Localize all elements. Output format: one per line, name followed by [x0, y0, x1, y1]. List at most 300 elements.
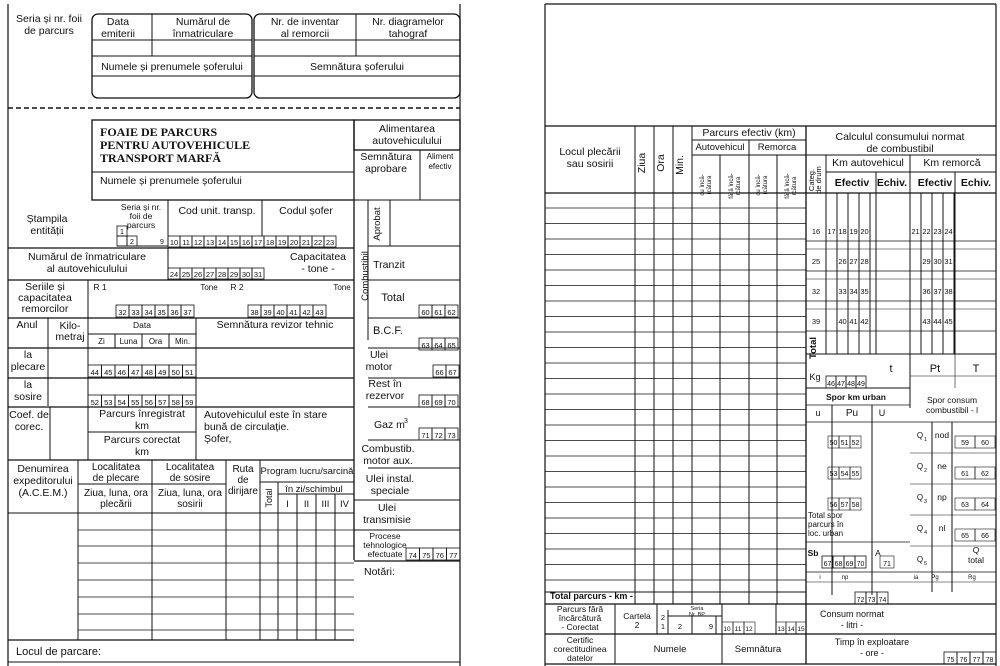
footer-symbol: Pg [931, 575, 939, 581]
code-number: 18 [838, 227, 847, 236]
mileage-label: metraj [55, 331, 85, 343]
code-number: 67 [823, 561, 832, 568]
U-label: U [878, 408, 886, 418]
series-label: Seria și nr. foii [16, 13, 82, 25]
code-number: 58 [851, 502, 860, 509]
date-col-label: Zi [98, 337, 105, 346]
operating-time-label: - ore - [859, 648, 885, 658]
code-number: 77 [972, 657, 981, 664]
transport-unit-code-label: Cod unit. transp. [178, 205, 256, 217]
code-number: 31 [253, 270, 263, 279]
actual-label: Efectiv [834, 177, 870, 189]
code-number: 34 [144, 308, 153, 317]
q-subscript: 4 [924, 530, 928, 536]
equivalent-label: Echiv. [960, 177, 992, 189]
pu-label: Pu [845, 408, 859, 419]
code-number: 29 [229, 270, 239, 279]
code-number: 40 [838, 317, 847, 326]
arrival-label: la [23, 379, 33, 391]
arrival-place-label: Localitatea [165, 462, 215, 473]
total-label: Total [381, 292, 405, 304]
code-number: 63 [421, 341, 430, 350]
shift-number: IV [340, 499, 349, 510]
T-label: T [972, 363, 980, 375]
engine-oil-label: Ulei [369, 349, 389, 361]
date-label: Data [133, 320, 151, 330]
code-number: 26 [838, 257, 847, 266]
code-number: 66 [981, 533, 989, 540]
normed-consumption-label: Consum normat [819, 609, 885, 619]
certify-label: Certific [566, 635, 594, 645]
code-number: 45 [104, 368, 113, 377]
tachograph-label: Nr. diagramelor [372, 16, 444, 28]
code-number: 37 [183, 308, 192, 317]
code-number: 59 [961, 440, 969, 447]
code-number: 19 [849, 227, 858, 236]
code-number: 71 [883, 561, 891, 568]
processes-label: tehnologice [363, 540, 407, 550]
code-number: 74 [878, 597, 887, 604]
code-number: 24 [169, 270, 179, 279]
code-number: 2 [660, 613, 666, 622]
code-number: 13 [777, 626, 785, 633]
code-number: 63 [961, 502, 969, 509]
sheet-series-small: Seria și nr. [120, 202, 162, 212]
code-number: 32 [118, 308, 127, 317]
code-number: 38 [250, 308, 259, 317]
consumption-calc-label: de combustibil [866, 143, 934, 155]
a-label: A [875, 548, 881, 558]
code-number: 72 [434, 431, 443, 440]
departure-datetime-label: Ziua, luna, ora [84, 488, 148, 499]
code-number: 69 [845, 561, 854, 568]
consumption-calc-label: Calculul consumului normat [835, 131, 965, 143]
code-number: 70 [447, 398, 456, 407]
code-number: 62 [447, 308, 456, 317]
series-label: de parcurs [24, 25, 74, 37]
shift-number: II [303, 499, 310, 510]
code-number: 54 [840, 471, 849, 478]
code-number: 41 [849, 317, 858, 326]
loaded-label: rcătura [707, 175, 713, 195]
q-total-label: total [967, 555, 985, 565]
q-label: Q [916, 462, 924, 471]
recorded-distance-label: Parcurs înregistrat [99, 408, 185, 420]
code-number: 23 [325, 238, 335, 247]
unloaded-label: fără încă- [785, 173, 791, 199]
code-number: 36 [170, 308, 179, 317]
departure-place-label: Localitatea [91, 462, 141, 473]
code-number: 49 [158, 368, 167, 377]
shipper-label: (A.C.E.M.) [18, 487, 68, 499]
code-number: 65 [961, 533, 969, 540]
driver-code-label: Codul șofer [279, 205, 333, 217]
code-number: 15 [797, 626, 805, 633]
footer-symbol: ia [913, 575, 919, 581]
loaded-label: rcătura [763, 175, 769, 195]
gas-unit-sup: 3 [404, 418, 408, 425]
unloaded-label: rcătura [792, 176, 798, 196]
name-label: Numele [653, 644, 687, 655]
code-number: 72 [856, 597, 865, 604]
footer-symbol: i [819, 575, 821, 581]
code-number: 73 [447, 431, 456, 440]
code-number: 55 [851, 471, 860, 478]
code-number: 76 [435, 551, 444, 560]
tank-remaining-label: Rest în [368, 378, 402, 390]
code-number: 50 [829, 440, 838, 447]
road-category-label: de drum [814, 166, 823, 194]
code-number: 14 [217, 238, 227, 247]
issue-date-label: emiterii [101, 28, 135, 40]
place-label: sau sosirii [566, 158, 614, 170]
code-number: 61 [434, 308, 443, 317]
vehicle-registration-label: al autovehiculului [46, 263, 128, 275]
code-number: 24 [944, 227, 953, 236]
code-number: 23 [933, 227, 942, 236]
code-number: 77 [449, 551, 458, 560]
code-number: 14 [787, 626, 795, 633]
equivalent-label: Echiv. [876, 177, 908, 189]
unloaded-distance-label: - Corectat [561, 622, 599, 632]
corrected-distance-label: Parcurs corectat [103, 434, 181, 446]
bcf-label: B.C.F. [373, 325, 403, 337]
operating-time-label: Timp în exploatare [834, 637, 910, 647]
code-number: 44 [90, 368, 99, 377]
code-number: 57 [158, 398, 167, 407]
engine-oil-label: motor [365, 361, 393, 373]
departure-datetime-label: plecării [100, 499, 132, 510]
code-number: 13 [205, 238, 215, 247]
unloaded-distance-label: încărcătură [558, 613, 602, 623]
inspector-signature-label: Semnătura revizor tehnic [216, 319, 334, 331]
code-number: 56 [144, 398, 153, 407]
q-row-label: np [937, 492, 947, 502]
total-vertical-label: Total [264, 488, 274, 508]
r1-label: R 1 [93, 282, 107, 292]
transit-label: Tranzit [373, 259, 405, 271]
correction-coef-label: Coef. de [9, 409, 49, 421]
code-number: 21 [911, 227, 920, 236]
shipper-label: Denumirea [17, 463, 69, 475]
code-number: 22 [313, 238, 323, 247]
code-number: 28 [217, 270, 227, 279]
code-number: 51 [840, 440, 849, 447]
footer-symbol: Rg [968, 575, 976, 581]
date-col-label: Min. [174, 337, 191, 346]
form-text-layer [9, 13, 993, 664]
code-number: 37 [933, 287, 942, 296]
code-number: 57 [840, 502, 849, 509]
code-number: 39 [263, 308, 272, 317]
special-oil-label: speciale [370, 485, 410, 497]
code-number: 43 [922, 317, 931, 326]
code-number: 68 [834, 561, 843, 568]
tachograph-label: tahograf [388, 28, 428, 40]
code-number: 49 [857, 381, 865, 388]
extra-consumption-label: combustibil - l [926, 405, 978, 415]
effective-distance-label: Parcurs efectiv (km) [702, 127, 796, 139]
code-number: 15 [229, 238, 239, 247]
route-label: dirijare [227, 486, 259, 497]
code-number: 17 [253, 238, 263, 247]
code-number: 52 [90, 398, 99, 407]
code-number: 68 [421, 398, 430, 407]
code-number: 54 [117, 398, 126, 407]
arrival-datetime-label: sosirii [177, 499, 203, 510]
code-number: 46 [117, 368, 126, 377]
issue-date-label: Data [106, 16, 130, 28]
urban-total-label: loc. urban [808, 529, 844, 538]
departure-label: plecare [10, 361, 46, 373]
driver-signature-label: Semnătura șoferului [310, 61, 404, 73]
certify-label: datelor [567, 653, 593, 663]
loaded-label: cu încă- [756, 174, 762, 196]
capacity-label: - tone - [301, 263, 335, 275]
code-number: 20 [860, 227, 869, 236]
tank-remaining-label: rezervor [365, 390, 405, 402]
code-number: 30 [933, 257, 942, 266]
code-number: 76 [959, 657, 968, 664]
category-code: 16 [811, 227, 821, 236]
q-label: Q [916, 493, 924, 502]
code-number: 33 [131, 308, 140, 317]
code-number: 2 [130, 239, 134, 246]
code-number: 47 [837, 381, 845, 388]
total-label: Total [808, 337, 819, 359]
minute-label: Min. [674, 155, 686, 175]
code-number: 18 [265, 238, 275, 247]
vehicle-registration-label: Numărul de înmatriculare [28, 251, 146, 263]
q-total-label: Q [972, 545, 980, 555]
form-box [117, 236, 127, 246]
approval-signature-label: Semnătura [360, 151, 412, 163]
special-oil-label: Ulei instal. [365, 473, 415, 485]
departure-label: la [23, 349, 33, 361]
code-number: 28 [860, 257, 869, 266]
recorded-distance-label: km [135, 420, 149, 432]
code-number: 61 [961, 471, 969, 478]
category-code: 25 [811, 257, 821, 266]
code-number: 29 [922, 257, 931, 266]
code-number: 64 [434, 341, 443, 350]
code-number: 35 [860, 287, 869, 296]
code-number: 9 [708, 622, 714, 631]
code-number: 10 [169, 238, 179, 247]
arrival-datetime-label: Ziua, luna, ora [158, 488, 222, 499]
code-number: 69 [434, 398, 443, 407]
approved-label: Aprobat [372, 207, 383, 241]
code-number: 56 [829, 502, 838, 509]
code-number: 43 [315, 308, 324, 317]
work-program-label: Program lucru/sarcină [260, 466, 354, 477]
extra-consumption-label: Spor consum [926, 395, 978, 405]
q-label: Q [916, 431, 924, 440]
code-number: 48 [144, 368, 153, 377]
transmission-oil-label: Ulei [377, 502, 397, 514]
code-number: 41 [289, 308, 298, 317]
form-title: PENTRU AUTOVEHICULE [100, 138, 251, 152]
driver-name-label: Numele și prenumele șoferului [100, 175, 242, 187]
code-number: 51 [185, 368, 194, 377]
q-subscript: 2 [924, 468, 928, 474]
vehicle-condition-label: Șofer, [204, 433, 232, 445]
arrival-label: sosire [13, 391, 43, 403]
code-number: 59 [185, 398, 194, 407]
code-number: 44 [933, 317, 942, 326]
trailer-km-label: Km remorcă [923, 157, 981, 169]
code-number: 11 [734, 626, 742, 633]
code-number: 70 [856, 561, 865, 568]
shift-number: I [286, 499, 289, 510]
loaded-label: cu încă- [700, 174, 706, 196]
trailer-series-label: remorcilor [21, 303, 69, 315]
code-number: 67 [448, 368, 457, 377]
trailer-series-label: Seriile și [25, 281, 65, 293]
code-number: 74 [408, 551, 417, 560]
code-number: 12 [745, 626, 753, 633]
code-number: 1 [660, 622, 666, 631]
code-number: 66 [435, 368, 444, 377]
sheet-series-small: parcurs [126, 220, 156, 230]
departure-place-label: de plecare [92, 473, 140, 484]
code-number: 75 [422, 551, 431, 560]
code-number: 50 [171, 368, 180, 377]
code-number: 47 [131, 368, 140, 377]
q-row-label: ne [937, 461, 947, 471]
fueling-label: Alimentarea [378, 123, 436, 135]
parking-label: Locul de parcare: [16, 646, 101, 658]
code-number: 31 [944, 257, 953, 266]
year-label: Anul [16, 319, 38, 331]
category-code: 32 [811, 287, 821, 296]
q-label: Q [916, 524, 924, 533]
card-label: Cartela [623, 611, 651, 621]
actual-fuel-label: Aliment [426, 152, 454, 161]
total-distance-label: Total parcurs - km - [550, 591, 633, 601]
code-number: 62 [981, 471, 989, 478]
date-col-label: Ora [148, 337, 163, 346]
sb-label: Sb [807, 548, 819, 558]
processes-label: Procese [369, 531, 401, 541]
transmission-oil-label: transmisie [363, 514, 411, 526]
vehicle-km-label: Km autovehicul [832, 157, 904, 169]
unloaded-label: rcătura [736, 176, 742, 196]
fuel-vertical-label: Combustibil [360, 251, 371, 301]
code-number: 60 [421, 308, 430, 317]
code-number: 42 [860, 317, 869, 326]
code-number: 1 [120, 229, 124, 236]
normed-consumption-label: - litri - [840, 620, 864, 630]
certify-label: corectitudinea [553, 644, 607, 654]
code-number: 75 [946, 657, 955, 664]
q-subscript: 3 [924, 499, 928, 505]
shift-number: III [321, 499, 330, 510]
gas-label: Gaz m [374, 419, 405, 431]
kg-label: Kg [809, 372, 821, 382]
vehicle-label: Autovehicul [695, 142, 745, 153]
form-title: TRANSPORT MARFĂ [100, 151, 222, 165]
q-subscript: 5 [924, 561, 928, 567]
code-number: 27 [849, 257, 858, 266]
notes-label: Notări: [364, 566, 395, 578]
code-number: 26 [193, 270, 203, 279]
stamp-label: entității [30, 225, 64, 237]
card-label: 2 [634, 620, 640, 630]
capacity-label: Capacitatea [289, 251, 347, 263]
code-number: 60 [981, 440, 989, 447]
corrected-distance-label: km [135, 446, 149, 458]
unloaded-distance-label: Parcurs fără [556, 604, 604, 614]
code-number: 17 [827, 227, 836, 236]
signature-label: Semnătura [734, 644, 782, 655]
code-number: 20 [289, 238, 299, 247]
category-code: 39 [811, 317, 821, 326]
code-number: 12 [193, 238, 203, 247]
u-label: u [815, 408, 821, 418]
code-number: 30 [241, 270, 251, 279]
urban-km-label: Spor km urban [826, 392, 886, 402]
footer-symbol: np [841, 575, 849, 581]
code-number: 16 [241, 238, 251, 247]
code-number: 2 [677, 622, 683, 631]
tons-label: Tone [200, 283, 218, 292]
code-number: 58 [171, 398, 180, 407]
trailer-inventory-label: Nr. de inventar [270, 16, 340, 28]
shift-label: în zi/schimbul [285, 484, 343, 495]
trailer-label: Remorca [757, 142, 797, 153]
tons-label: Tone [333, 283, 351, 292]
code-number: 71 [421, 431, 430, 440]
urban-total-label: parcurs în [808, 520, 844, 529]
vehicle-condition-label: Autovehiculul este în stare [204, 409, 328, 421]
aux-engine-fuel-label: Combustib. [361, 443, 415, 455]
code-number: 35 [157, 308, 166, 317]
code-number: 55 [131, 398, 140, 407]
code-number: 45 [944, 317, 953, 326]
code-number: 38 [944, 287, 953, 296]
approval-signature-label: aprobare [364, 163, 408, 175]
date-col-label: Luna [119, 337, 138, 346]
urban-total-label: Total spor [808, 511, 843, 520]
registration-label: înmatriculare [172, 28, 234, 40]
code-number: 42 [302, 308, 311, 317]
code-number: 19 [277, 238, 287, 247]
route-label: de [237, 475, 249, 486]
code-number: 65 [447, 341, 456, 350]
registration-label: Numărul de [175, 16, 231, 28]
q-row-label: nod [934, 430, 950, 440]
code-number: 52 [851, 440, 860, 447]
code-number: 25 [181, 270, 191, 279]
q-label: Q [916, 555, 924, 564]
processes-label: efectuate [367, 549, 403, 559]
hour-label: Ora [655, 154, 667, 172]
sheet-series-small: foii de [129, 211, 153, 221]
road-category-label: Categ. [807, 168, 816, 192]
code-number: 22 [922, 227, 931, 236]
code-number: 34 [849, 287, 858, 296]
r2-label: R 2 [230, 282, 244, 292]
code-number: 11 [182, 238, 190, 247]
code-number: 36 [922, 287, 931, 296]
stamp-label: Ștampila [26, 213, 68, 225]
code-number: 48 [847, 381, 855, 388]
code-number: 10 [723, 626, 731, 633]
arrival-place-label: de sosire [169, 473, 211, 484]
q-row-label: nl [938, 523, 946, 533]
actual-label: Efectiv [917, 177, 953, 189]
